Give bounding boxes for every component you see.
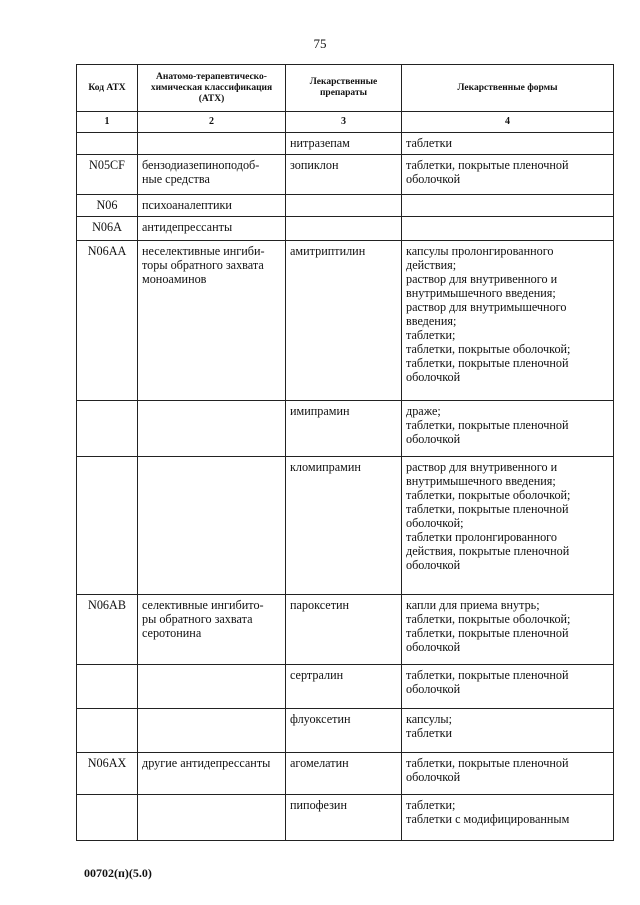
drug-name-cell: пипофезин (286, 795, 402, 841)
classification-cell (138, 795, 286, 841)
classification-line: моноаминов (142, 272, 207, 286)
table-row (77, 709, 614, 753)
table-row (77, 217, 614, 241)
classification-line: ные средства (142, 172, 210, 186)
atx-code-cell: N06A (77, 217, 138, 241)
classification-cell (138, 217, 286, 241)
dosage-forms-cell (402, 753, 614, 795)
drug-name-cell: пароксетин (286, 595, 402, 665)
dosage-form-line: таблетки, покрытые оболочкой; (406, 612, 571, 626)
drug-name-cell: агомелатин (286, 753, 402, 795)
table-body (77, 133, 614, 841)
classification-line: другие антидепрессанты (142, 756, 271, 770)
atx-code-cell: N06AA (77, 241, 138, 401)
table-row (77, 401, 614, 457)
dosage-form-line: введения; (406, 314, 457, 328)
column-number-row (77, 112, 614, 133)
dosage-form-line: таблетки, покрытые пленочной (406, 356, 569, 370)
dosage-form-line: капсулы пролонгированного (406, 244, 554, 258)
atx-code-cell (77, 133, 138, 155)
drug-name-cell: амитриптилин (286, 241, 402, 401)
dosage-form-line: таблетки пролонгированного (406, 530, 557, 544)
dosage-forms-cell (402, 133, 614, 155)
classification-cell (138, 457, 286, 595)
dosage-forms-cell (402, 155, 614, 195)
dosage-forms-cell (402, 709, 614, 753)
dosage-form-line: оболочкой (406, 558, 461, 572)
dosage-form-line: оболочкой (406, 770, 461, 784)
drug-name-cell: флуоксетин (286, 709, 402, 753)
atx-code-cell (77, 795, 138, 841)
dosage-form-line: оболочкой; (406, 516, 464, 530)
dosage-form-line: оболочкой (406, 370, 461, 384)
table-row (77, 155, 614, 195)
table-row (77, 795, 614, 841)
header-classification: Анатомо-терапевтическо-химическая классификация (АТХ) (138, 65, 286, 112)
table-row (77, 665, 614, 709)
atx-code-cell: N06AX (77, 753, 138, 795)
dosage-form-line: таблетки (406, 726, 453, 740)
table-row (77, 595, 614, 665)
drug-name-cell: сертралин (286, 665, 402, 709)
dosage-forms-cell (402, 217, 614, 241)
dosage-form-line: таблетки (406, 136, 453, 150)
classification-line: бензодиазепиноподоб- (142, 158, 260, 172)
column-number: 3 (286, 112, 402, 133)
dosage-forms-cell (402, 665, 614, 709)
page-number: 75 (313, 36, 327, 51)
classification-cell (138, 665, 286, 709)
dosage-forms-cell (402, 457, 614, 595)
dosage-form-line: действия; (406, 258, 457, 272)
dosage-form-line: таблетки, покрытые пленочной (406, 502, 569, 516)
classification-line: ры обратного захвата (142, 612, 253, 626)
classification-line: торы обратного захвата (142, 258, 264, 272)
drug-name-cell: нитразепам (286, 133, 402, 155)
header-drugs: Лекарственные препараты (286, 65, 402, 112)
drug-name-cell: кломипрамин (286, 457, 402, 595)
atx-code-cell: N05CF (77, 155, 138, 195)
atx-code-cell (77, 709, 138, 753)
drug-name-cell: имипрамин (286, 401, 402, 457)
header-row (77, 65, 614, 112)
dosage-form-line: таблетки, покрытые пленочной (406, 418, 569, 432)
table-row (77, 133, 614, 155)
column-number: 1 (77, 112, 138, 133)
header-code: Код АТХ (77, 65, 138, 112)
classification-cell (138, 753, 286, 795)
dosage-form-line: внутримышечного введения; (406, 474, 556, 488)
drug-name-cell (286, 217, 402, 241)
classification-cell (138, 195, 286, 217)
dosage-form-line: таблетки, покрытые пленочной (406, 158, 569, 172)
classification-line: психоаналептики (142, 198, 232, 212)
dosage-form-line: таблетки; (406, 328, 456, 342)
document-footer-code: 00702(п)(5.0) (84, 866, 152, 880)
dosage-form-line: раствор для внутривенного и (406, 272, 558, 286)
dosage-form-line: таблетки, покрытые пленочной (406, 626, 569, 640)
atx-code-cell (77, 457, 138, 595)
table-row (77, 457, 614, 595)
atx-code-cell (77, 665, 138, 709)
dosage-form-line: таблетки, покрытые оболочкой; (406, 488, 571, 502)
dosage-form-line: оболочкой (406, 682, 461, 696)
dosage-form-line: капсулы; (406, 712, 452, 726)
atx-code-cell: N06 (77, 195, 138, 217)
atx-code-cell (77, 401, 138, 457)
dosage-form-line: оболочкой (406, 640, 461, 654)
dosage-form-line: оболочкой (406, 172, 461, 186)
dosage-forms-cell (402, 241, 614, 401)
column-number: 2 (138, 112, 286, 133)
dosage-form-line: оболочкой (406, 432, 461, 446)
classification-line: серотонина (142, 626, 202, 640)
atx-code-cell: N06AB (77, 595, 138, 665)
drug-name-cell (286, 195, 402, 217)
dosage-form-line: раствор для внутривенного и (406, 460, 558, 474)
header-forms: Лекарственные формы (402, 65, 614, 112)
dosage-form-line: таблетки, покрытые пленочной (406, 668, 569, 682)
dosage-form-line: таблетки, покрытые оболочкой; (406, 342, 571, 356)
table-row (77, 241, 614, 401)
dosage-form-line: таблетки, покрытые пленочной (406, 756, 569, 770)
classification-cell (138, 133, 286, 155)
classification-cell (138, 595, 286, 665)
table-row (77, 753, 614, 795)
dosage-form-line: таблетки с модифицированным (406, 812, 570, 826)
dosage-forms-cell (402, 401, 614, 457)
dosage-form-line: капли для приема внутрь; (406, 598, 540, 612)
classification-cell (138, 401, 286, 457)
table-row (77, 195, 614, 217)
column-number: 4 (402, 112, 614, 133)
classification-cell (138, 155, 286, 195)
dosage-form-line: таблетки; (406, 798, 456, 812)
drug-name-cell: зопиклон (286, 155, 402, 195)
classification-line: неселективные ингиби- (142, 244, 265, 258)
dosage-forms-cell (402, 595, 614, 665)
classification-cell (138, 709, 286, 753)
dosage-forms-cell (402, 195, 614, 217)
classification-line: селективные ингибито- (142, 598, 264, 612)
dosage-form-line: раствор для внутримышечного (406, 300, 567, 314)
atx-table (76, 64, 614, 841)
dosage-forms-cell (402, 795, 614, 841)
classification-line: антидепрессанты (142, 220, 233, 234)
dosage-form-line: действия, покрытые пленочной (406, 544, 570, 558)
classification-cell (138, 241, 286, 401)
dosage-form-line: внутримышечного введения; (406, 286, 556, 300)
dosage-form-line: драже; (406, 404, 441, 418)
